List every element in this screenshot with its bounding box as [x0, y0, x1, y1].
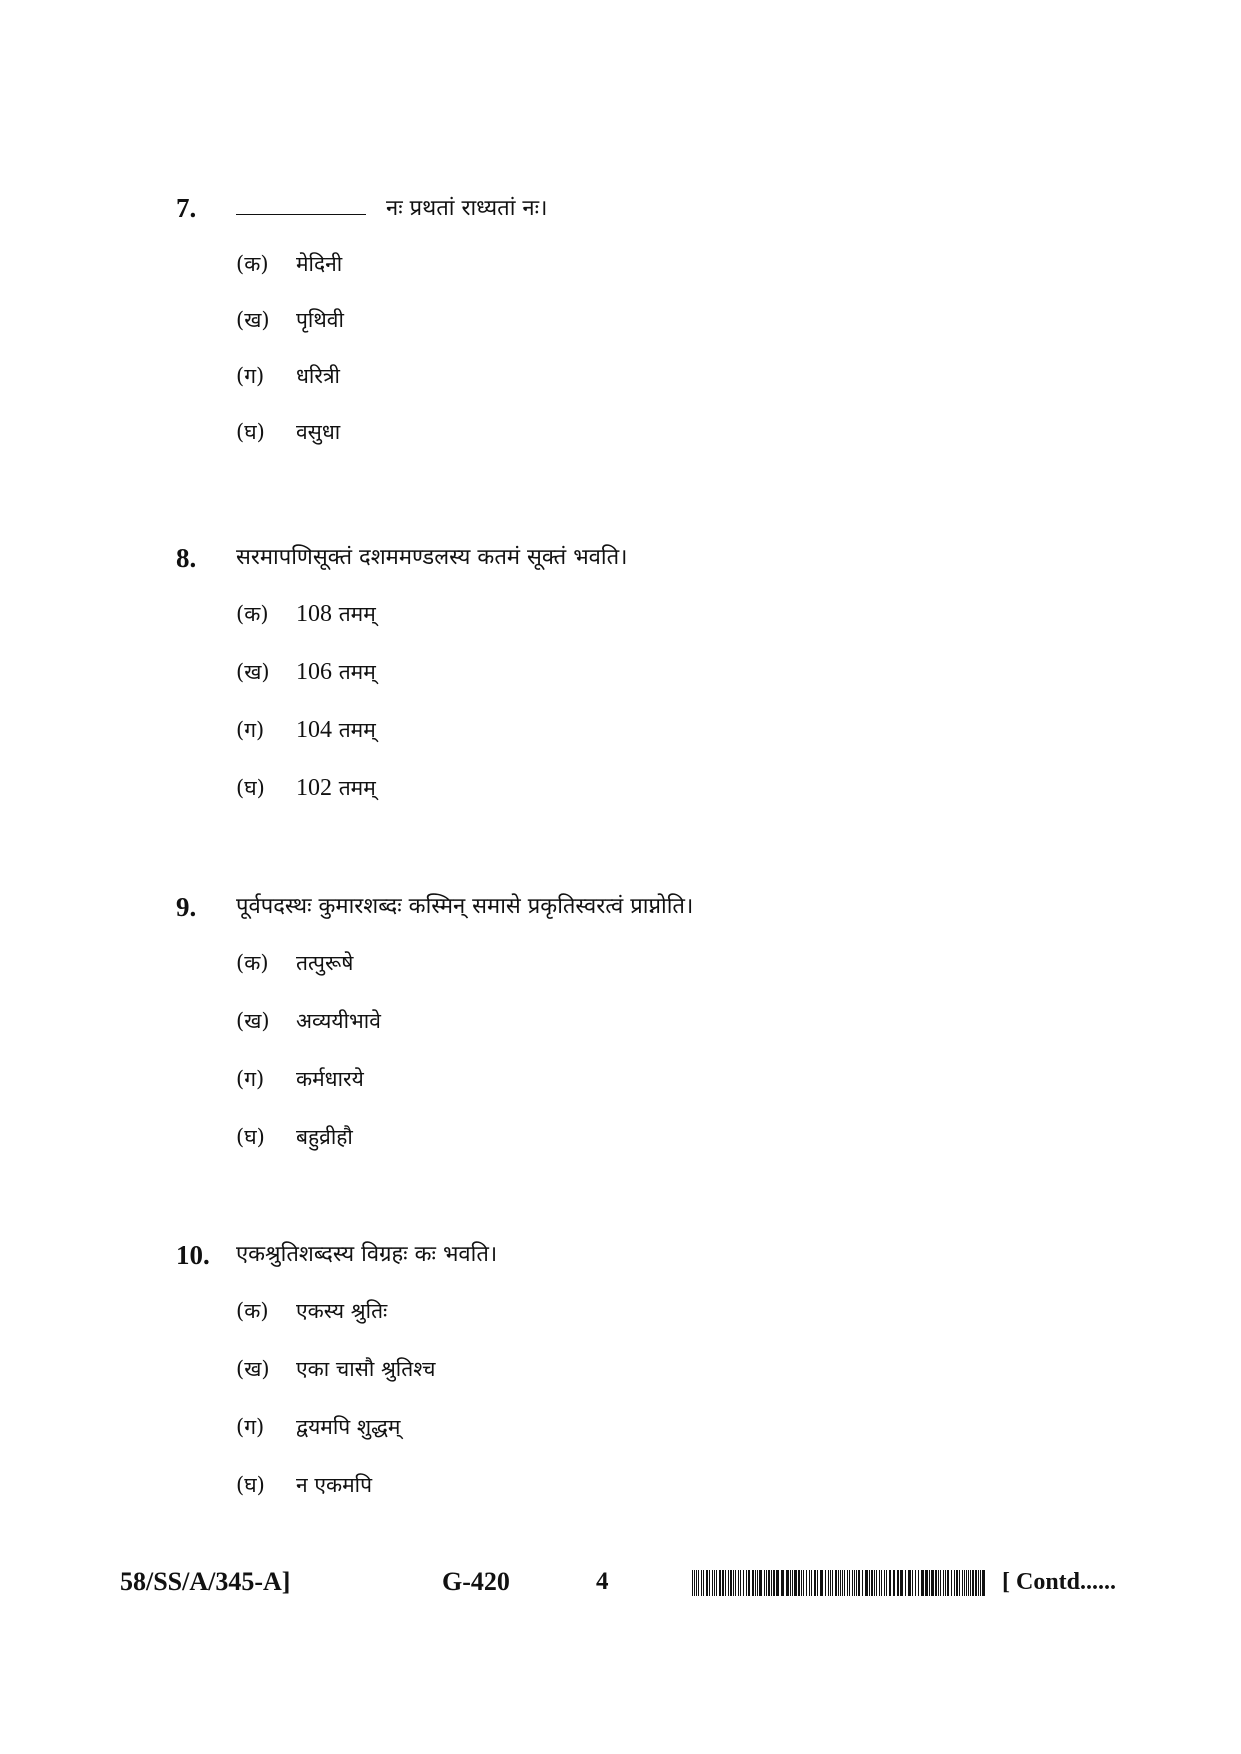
option-ga[interactable]	[0, 710, 1241, 750]
question-number: 9.	[176, 892, 197, 922]
option-kha[interactable]	[0, 1349, 1241, 1389]
question-text: सरमापणिसूक्तं दशममण्डलस्य कतमं सूक्तं भवति।	[236, 545, 628, 570]
option-text: बहुव्रीहौ	[296, 1125, 353, 1149]
option-text: कर्मधारये	[296, 1067, 364, 1091]
option-label: (ख)	[236, 1009, 270, 1033]
option-gha[interactable]	[0, 412, 1241, 452]
option-text: धरित्री	[296, 364, 340, 388]
option-label: (क)	[236, 252, 269, 276]
option-label: (क)	[236, 602, 269, 626]
option-ga[interactable]	[0, 1059, 1241, 1099]
option-ka[interactable]	[0, 594, 1241, 634]
question-text: नः प्रथतां राध्यतां नः।	[236, 188, 547, 229]
option-text: तत्पुरूषे	[296, 951, 354, 975]
option-text: मेदिनी	[296, 252, 343, 276]
question-text: एकश्रुतिशब्दस्य विग्रहः कः भवति।	[236, 1242, 498, 1267]
option-label: (ग)	[236, 1415, 265, 1439]
page-footer	[0, 1560, 1241, 1604]
paper-code: 58/SS/A/345-A]	[120, 1567, 291, 1596]
continued-label: [ Contd......	[1002, 1569, 1117, 1595]
question-number: 7.	[176, 193, 197, 223]
option-label: (ख)	[236, 660, 270, 684]
option-text: 102 तमम्	[296, 775, 376, 801]
option-label: (ख)	[236, 308, 270, 332]
option-ka[interactable]	[0, 943, 1241, 983]
option-text: वसुधा	[296, 420, 341, 444]
option-ka[interactable]	[0, 244, 1241, 284]
barcode-icon	[692, 1570, 988, 1596]
option-gha[interactable]	[0, 768, 1241, 808]
option-label: (ग)	[236, 718, 265, 742]
option-text: पृथिवी	[296, 308, 344, 332]
option-text: द्वयमपि शुद्धम्	[296, 1415, 401, 1439]
option-ga[interactable]	[0, 1407, 1241, 1447]
option-label: (क)	[236, 951, 269, 975]
option-text: अव्ययीभावे	[296, 1009, 381, 1033]
option-kha[interactable]	[0, 300, 1241, 340]
option-label: (घ)	[236, 420, 265, 444]
question-number: 10.	[176, 1240, 210, 1270]
question-number: 8.	[176, 543, 197, 573]
option-label: (घ)	[236, 776, 265, 800]
page-number: 4	[596, 1568, 609, 1595]
option-ga[interactable]	[0, 356, 1241, 396]
answer-blank	[236, 188, 366, 215]
option-text: 104 तमम्	[296, 717, 376, 743]
option-label: (घ)	[236, 1125, 265, 1149]
option-kha[interactable]	[0, 652, 1241, 692]
option-label: (घ)	[236, 1473, 265, 1497]
option-text: 108 तमम्	[296, 601, 376, 627]
option-label: (ग)	[236, 364, 265, 388]
option-text: न एकमपि	[296, 1473, 372, 1497]
series-code: G-420	[442, 1567, 510, 1596]
option-text: 106 तमम्	[296, 659, 376, 685]
question-text: पूर्वपदस्थः कुमारशब्दः कस्मिन् समासे प्रकृतिस्वरत्वं प्राप्नोति।	[236, 894, 694, 919]
option-gha[interactable]	[0, 1465, 1241, 1505]
option-text: एकस्य श्रुतिः	[296, 1299, 388, 1323]
option-label: (क)	[236, 1299, 269, 1323]
option-text: एका चासौ श्रुतिश्च	[296, 1357, 436, 1381]
option-gha[interactable]	[0, 1117, 1241, 1157]
option-kha[interactable]	[0, 1001, 1241, 1041]
option-ka[interactable]	[0, 1291, 1241, 1331]
option-label: (ख)	[236, 1357, 270, 1381]
option-label: (ग)	[236, 1067, 265, 1091]
